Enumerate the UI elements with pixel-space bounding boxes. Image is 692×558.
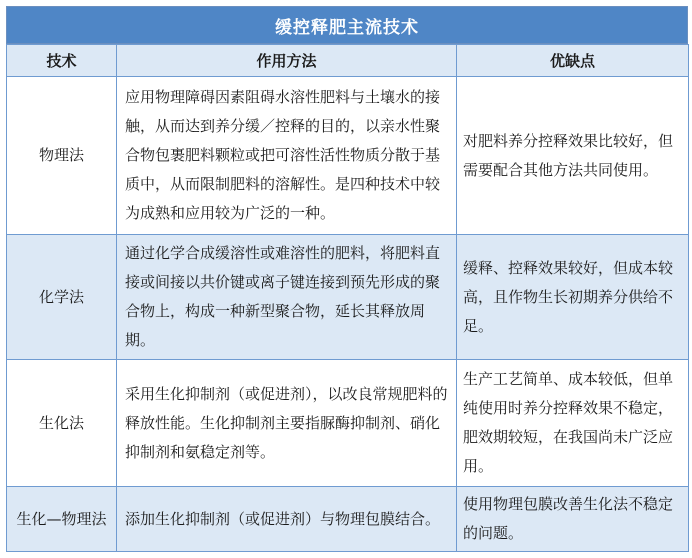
row-pros-cons: 生产工艺简单、成本较低，但单纯使用时养分控释效果不稳定，肥效期较短，在我国尚未广泛应用。 (457, 360, 689, 487)
table-row (7, 235, 689, 360)
row-tech: 化学法 (7, 235, 117, 360)
tech-table-container (6, 6, 688, 552)
table-row (7, 77, 689, 235)
header-method: 作用方法 (117, 45, 457, 77)
row-method: 通过化学合成缓溶性或难溶性的肥料，将肥料直接或间接以共价键或离子键连接到预先形成的聚合物上，构成一种新型聚合物，延长其释放周期。 (117, 235, 457, 360)
header-row (7, 45, 689, 77)
row-pros-cons: 使用物理包膜改善生化法不稳定的问题。 (457, 487, 689, 552)
row-method: 应用物理障碍因素阻碍水溶性肥料与土壤水的接触，从而达到养分缓／控释的目的，以亲水性聚合物包裹肥料颗粒或把可溶性活性物质分散于基质中，从而限制肥料的溶解性。是四种技术中较为成熟和应用较为广泛的一种。 (117, 77, 457, 235)
tech-table (6, 44, 689, 552)
row-pros-cons: 缓释、控释效果较好，但成本较高，且作物生长初期养分供给不足。 (457, 235, 689, 360)
table-title: 缓控释肥主流技术 (6, 6, 688, 44)
row-tech: 生化—物理法 (7, 487, 117, 552)
row-tech: 生化法 (7, 360, 117, 487)
row-tech: 物理法 (7, 77, 117, 235)
table-row (7, 487, 689, 552)
row-pros-cons: 对肥料养分控释效果比较好，但需要配合其他方法共同使用。 (457, 77, 689, 235)
row-method: 添加生化抑制剂（或促进剂）与物理包膜结合。 (117, 487, 457, 552)
header-pros-cons: 优缺点 (457, 45, 689, 77)
table-row (7, 360, 689, 487)
row-method: 采用生化抑制剂（或促进剂），以改良常规肥料的释放性能。生化抑制剂主要指脲酶抑制剂、硝化抑制剂和氨稳定剂等。 (117, 360, 457, 487)
header-tech: 技术 (7, 45, 117, 77)
